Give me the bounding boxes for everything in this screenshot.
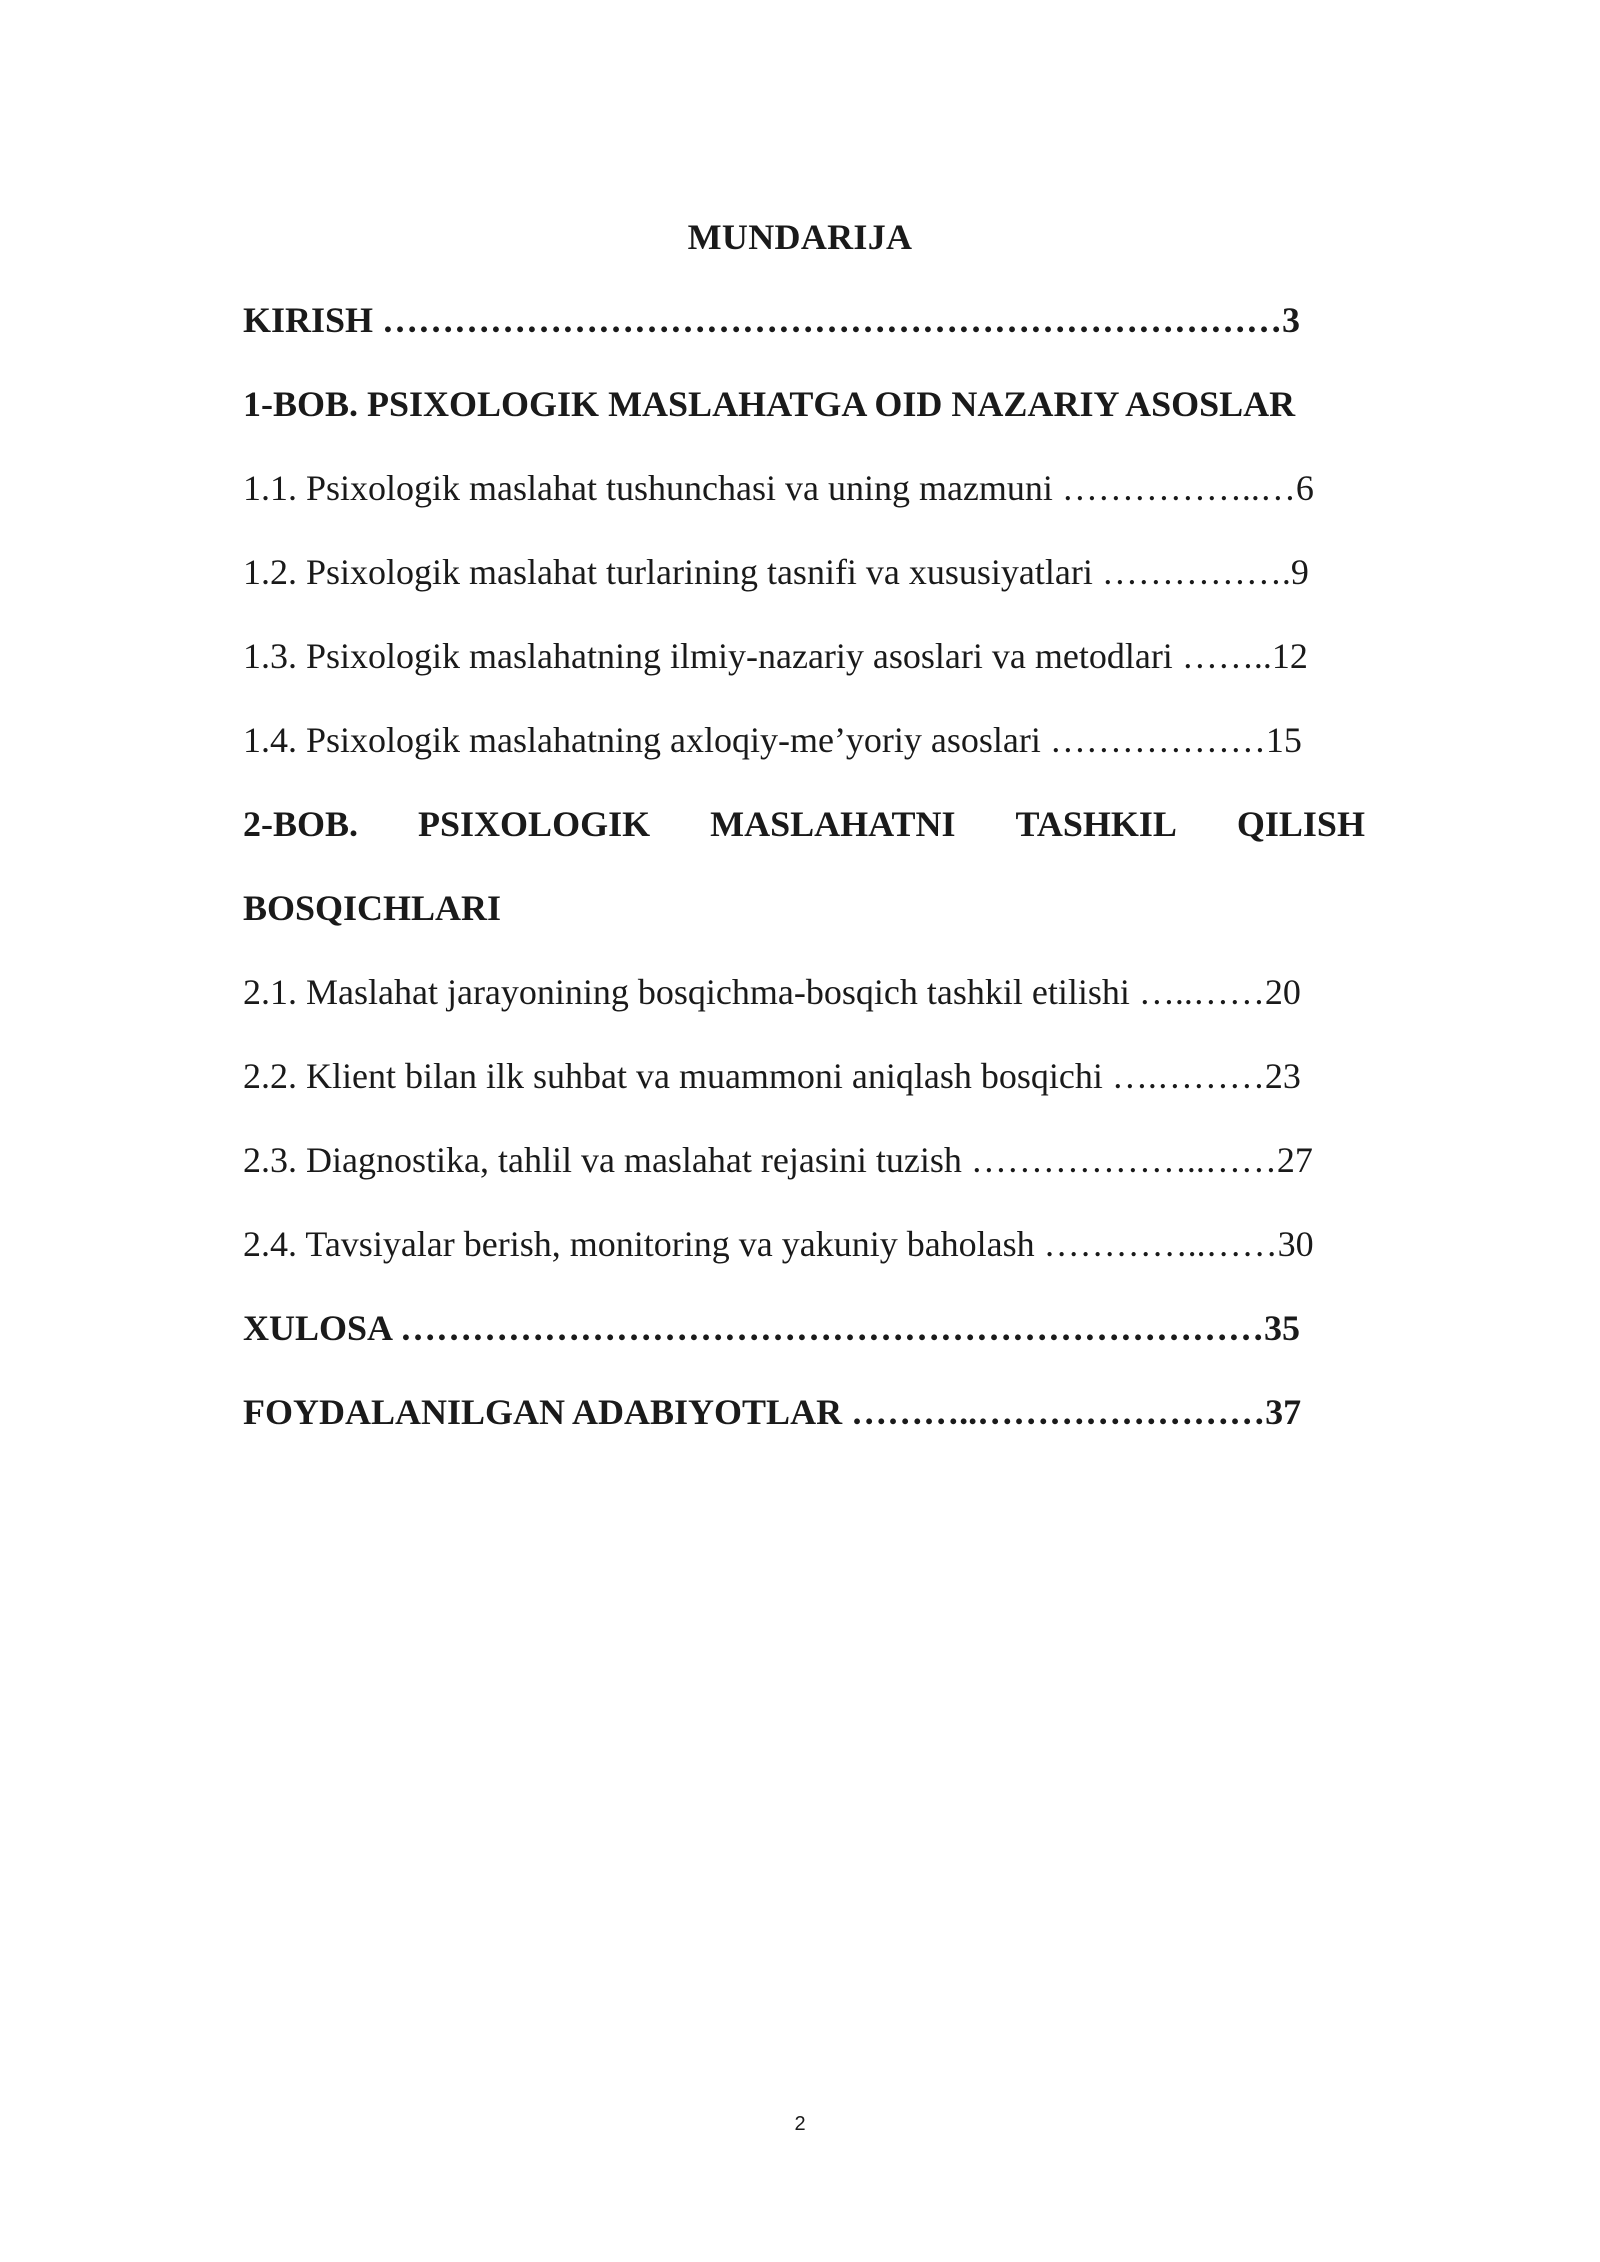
toc-section-2-4: 2.4. Tavsiyalar berish, monitoring va yakuniy baholash …………..……30	[243, 1224, 1314, 1264]
toc-section-2-2: 2.2. Klient bilan ilk suhbat va muammoni aniqlash bosqichi ….………23	[243, 1056, 1301, 1096]
toc-chapter-1: 1-BOB. PSIXOLOGIK MASLAHATGA OID NAZARIY ASOSLAR	[243, 384, 1296, 424]
toc-section-2-1: 2.1. Maslahat jarayonining bosqichma-bosqich tashkil etilishi …..……20	[243, 972, 1301, 1012]
toc-chapter-2	[243, 800, 1365, 884]
toc-entry-kirish: KIRISH …………………………………………………………………3	[243, 300, 1301, 340]
toc-chapter-2-word: MASLAHATNI	[710, 804, 956, 844]
toc-entry-xulosa: XULOSA ………………………………………………………………35	[243, 1308, 1301, 1348]
toc-entry-foydalanilgan-adabiyotlar: FOYDALANILGAN ADABIYOTLAR ………..……………………37	[243, 1392, 1302, 1432]
toc-chapter-2-word: PSIXOLOGIK	[418, 804, 651, 844]
page-number: 2	[794, 2113, 806, 2135]
toc-chapter-2-word: 2-BOB.	[243, 804, 359, 844]
toc-chapter-2-continuation: BOSQICHLARI	[243, 888, 502, 928]
toc-chapter-2-word: TASHKIL	[1015, 804, 1177, 844]
toc-section-1-2: 1.2. Psixologik maslahat turlarining tasnifi va xususiyatlari …………….9	[243, 552, 1309, 592]
toc-section-1-1: 1.1. Psixologik maslahat tushunchasi va uning mazmuni ……………..…6	[243, 468, 1314, 508]
toc-section-1-4: 1.4. Psixologik maslahatning axloqiy-me’yoriy asoslari ………………15	[243, 720, 1302, 760]
toc-chapter-2-word: QILISH	[1236, 804, 1365, 844]
page-title: MUNDARIJA	[687, 217, 913, 257]
toc-section-1-3: 1.3. Psixologik maslahatning ilmiy-nazariy asoslari va metodlari ……..12	[243, 636, 1308, 676]
table-of-contents	[243, 296, 1365, 1472]
toc-section-2-3: 2.3. Diagnostika, tahlil va maslahat rejasini tuzish ………………..……27	[243, 1140, 1313, 1180]
